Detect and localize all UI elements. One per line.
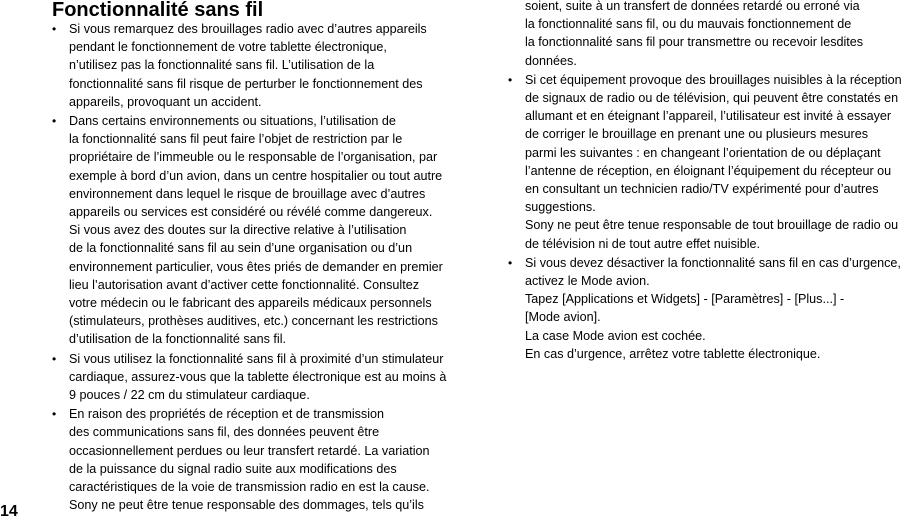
page-title: Fonctionnalité sans fil <box>52 0 264 21</box>
bullet-item <box>52 112 450 349</box>
text-line: appareils ou services est considéré ou révélé comme dangereux. <box>69 205 433 220</box>
text-line: pendant le fonctionnement de votre tablette électronique, <box>69 40 387 55</box>
text-line: Sony ne peut être tenue responsable de tout brouillage de radio ou <box>525 218 899 233</box>
text-line: en consultant un technicien radio/TV expérimenté pour d’autres <box>525 182 879 197</box>
text-line: Si cet équipement provoque des brouillages nuisibles à la réception <box>525 72 902 87</box>
text-line: exemple à bord d’un avion, dans un centre hospitalier ou tout autre <box>69 168 443 183</box>
text-line: La case Mode avion est cochée. <box>525 328 706 343</box>
text-line: [Mode avion]. <box>525 310 601 325</box>
bullet-item <box>508 71 906 253</box>
text-line: de corriger le brouillage en prenant une ou plusieurs mesures <box>525 127 869 142</box>
text-line: occasionnellement perdues ou leur transfert retardé. La variation <box>69 443 430 458</box>
text-line: la fonctionnalité sans fil pour transmettre ou recevoir lesdites <box>525 35 864 50</box>
text-line: Tapez [Applications et Widgets] - [Paramètres] - [Plus...] - <box>525 292 845 307</box>
text-line: En cas d’urgence, arrêtez votre tablette électronique. <box>525 346 821 361</box>
text-line: appareils, provoquant un accident. <box>69 94 262 109</box>
text-line: l’antenne de réception, en éloignant l’équipement du récepteur ou <box>525 163 892 178</box>
text-line: fonctionnalité sans fil risque de perturber le fonctionnement des <box>69 76 423 91</box>
bullet-dot-icon: • <box>508 255 513 270</box>
text-line: (stimulateurs, prothèses auditives, etc.) concernant les restrictions <box>69 314 438 329</box>
left-column <box>52 20 450 515</box>
text-line: cardiaque, assurez-vous que la tablette électronique est au moins à <box>69 369 447 384</box>
bullet-item <box>508 254 906 363</box>
bullet-item <box>52 350 450 405</box>
text-line: la fonctionnalité sans fil peut faire l’objet de restriction par le <box>69 132 403 147</box>
text-line: Si vous utilisez la fonctionnalité sans fil à proximité d’un stimulateur <box>69 351 444 366</box>
text-line: 9 pouces / 22 cm du stimulateur cardiaque. <box>69 388 310 403</box>
text-line: données. <box>525 53 577 68</box>
text-line: propriétaire de l’immeuble ou le responsable de l’organisation, par <box>69 150 438 165</box>
text-line: de la puissance du signal radio suite aux modifications des <box>69 461 397 476</box>
text-line: Si vous remarquez des brouillages radio avec d’autres appareils <box>69 22 427 36</box>
text-line: lieu l’autorisation avant d’activer cette fonctionnalité. Consultez <box>69 277 420 292</box>
bullet-dot-icon: • <box>52 22 57 36</box>
text-line: de télévision ni de tout autre effet nuisible. <box>525 236 761 251</box>
text-line: la fonctionnalité sans fil, ou du mauvais fonctionnement de <box>525 17 852 32</box>
page-number: 14 <box>0 503 18 520</box>
right-bullet-list <box>508 71 906 363</box>
bullet-dot-icon: • <box>508 72 513 87</box>
text-line: soient, suite à un transfert de données retardé ou erroné via <box>525 0 860 13</box>
text-line: de signaux de radio ou de télévision, qui peuvent être constatés en <box>525 91 899 106</box>
text-line: caractéristiques de la voie de transmission radio en est la cause. <box>69 480 430 495</box>
bullet-item <box>52 20 450 111</box>
text-line: activez le Mode avion. <box>525 274 650 289</box>
bullet-dot-icon: • <box>52 407 57 422</box>
bullet-dot-icon: • <box>52 351 57 366</box>
text-line: Dans certains environnements ou situations, l’utilisation de <box>69 114 396 129</box>
bullet-dot-icon: • <box>52 114 57 129</box>
continued-paragraph <box>508 0 906 70</box>
text-line: Si vous avez des doutes sur la directive relative à l’utilisation <box>69 223 407 238</box>
bullet-item <box>52 405 450 514</box>
text-line: de la fonctionnalité sans fil au sein d’une organisation ou d’un <box>69 241 413 256</box>
text-line: Si vous devez désactiver la fonctionnalité sans fil en cas d’urgence, <box>525 255 901 270</box>
text-line: En raison des propriétés de réception et de transmission <box>69 407 385 422</box>
text-line: environnement dans lequel le risque de brouillage avec d’autres <box>69 186 426 201</box>
left-bullet-list <box>52 20 450 514</box>
text-line: suggestions. <box>525 200 596 215</box>
text-line: d’utilisation de la fonctionnalité sans fil. <box>69 332 287 347</box>
text-line: votre médecin ou le fabricant des appareils médicaux personnels <box>69 296 432 311</box>
text-line: Sony ne peut être tenue responsable des dommages, tels qu’ils <box>69 498 424 513</box>
text-line: des communications sans fil, des données peuvent être <box>69 425 380 440</box>
text-line: environnement particulier, vous êtes priés de demander en premier <box>69 259 443 274</box>
text-line: n’utilisez pas la fonctionnalité sans fil. L’utilisation de la <box>69 58 375 73</box>
text-line: parmi les suivantes : en changeant l’orientation de ou déplaçant <box>525 145 881 160</box>
text-line: allumant et en éteignant l’appareil, l’utilisateur est invité à essayer <box>525 109 892 124</box>
right-column <box>508 0 906 364</box>
